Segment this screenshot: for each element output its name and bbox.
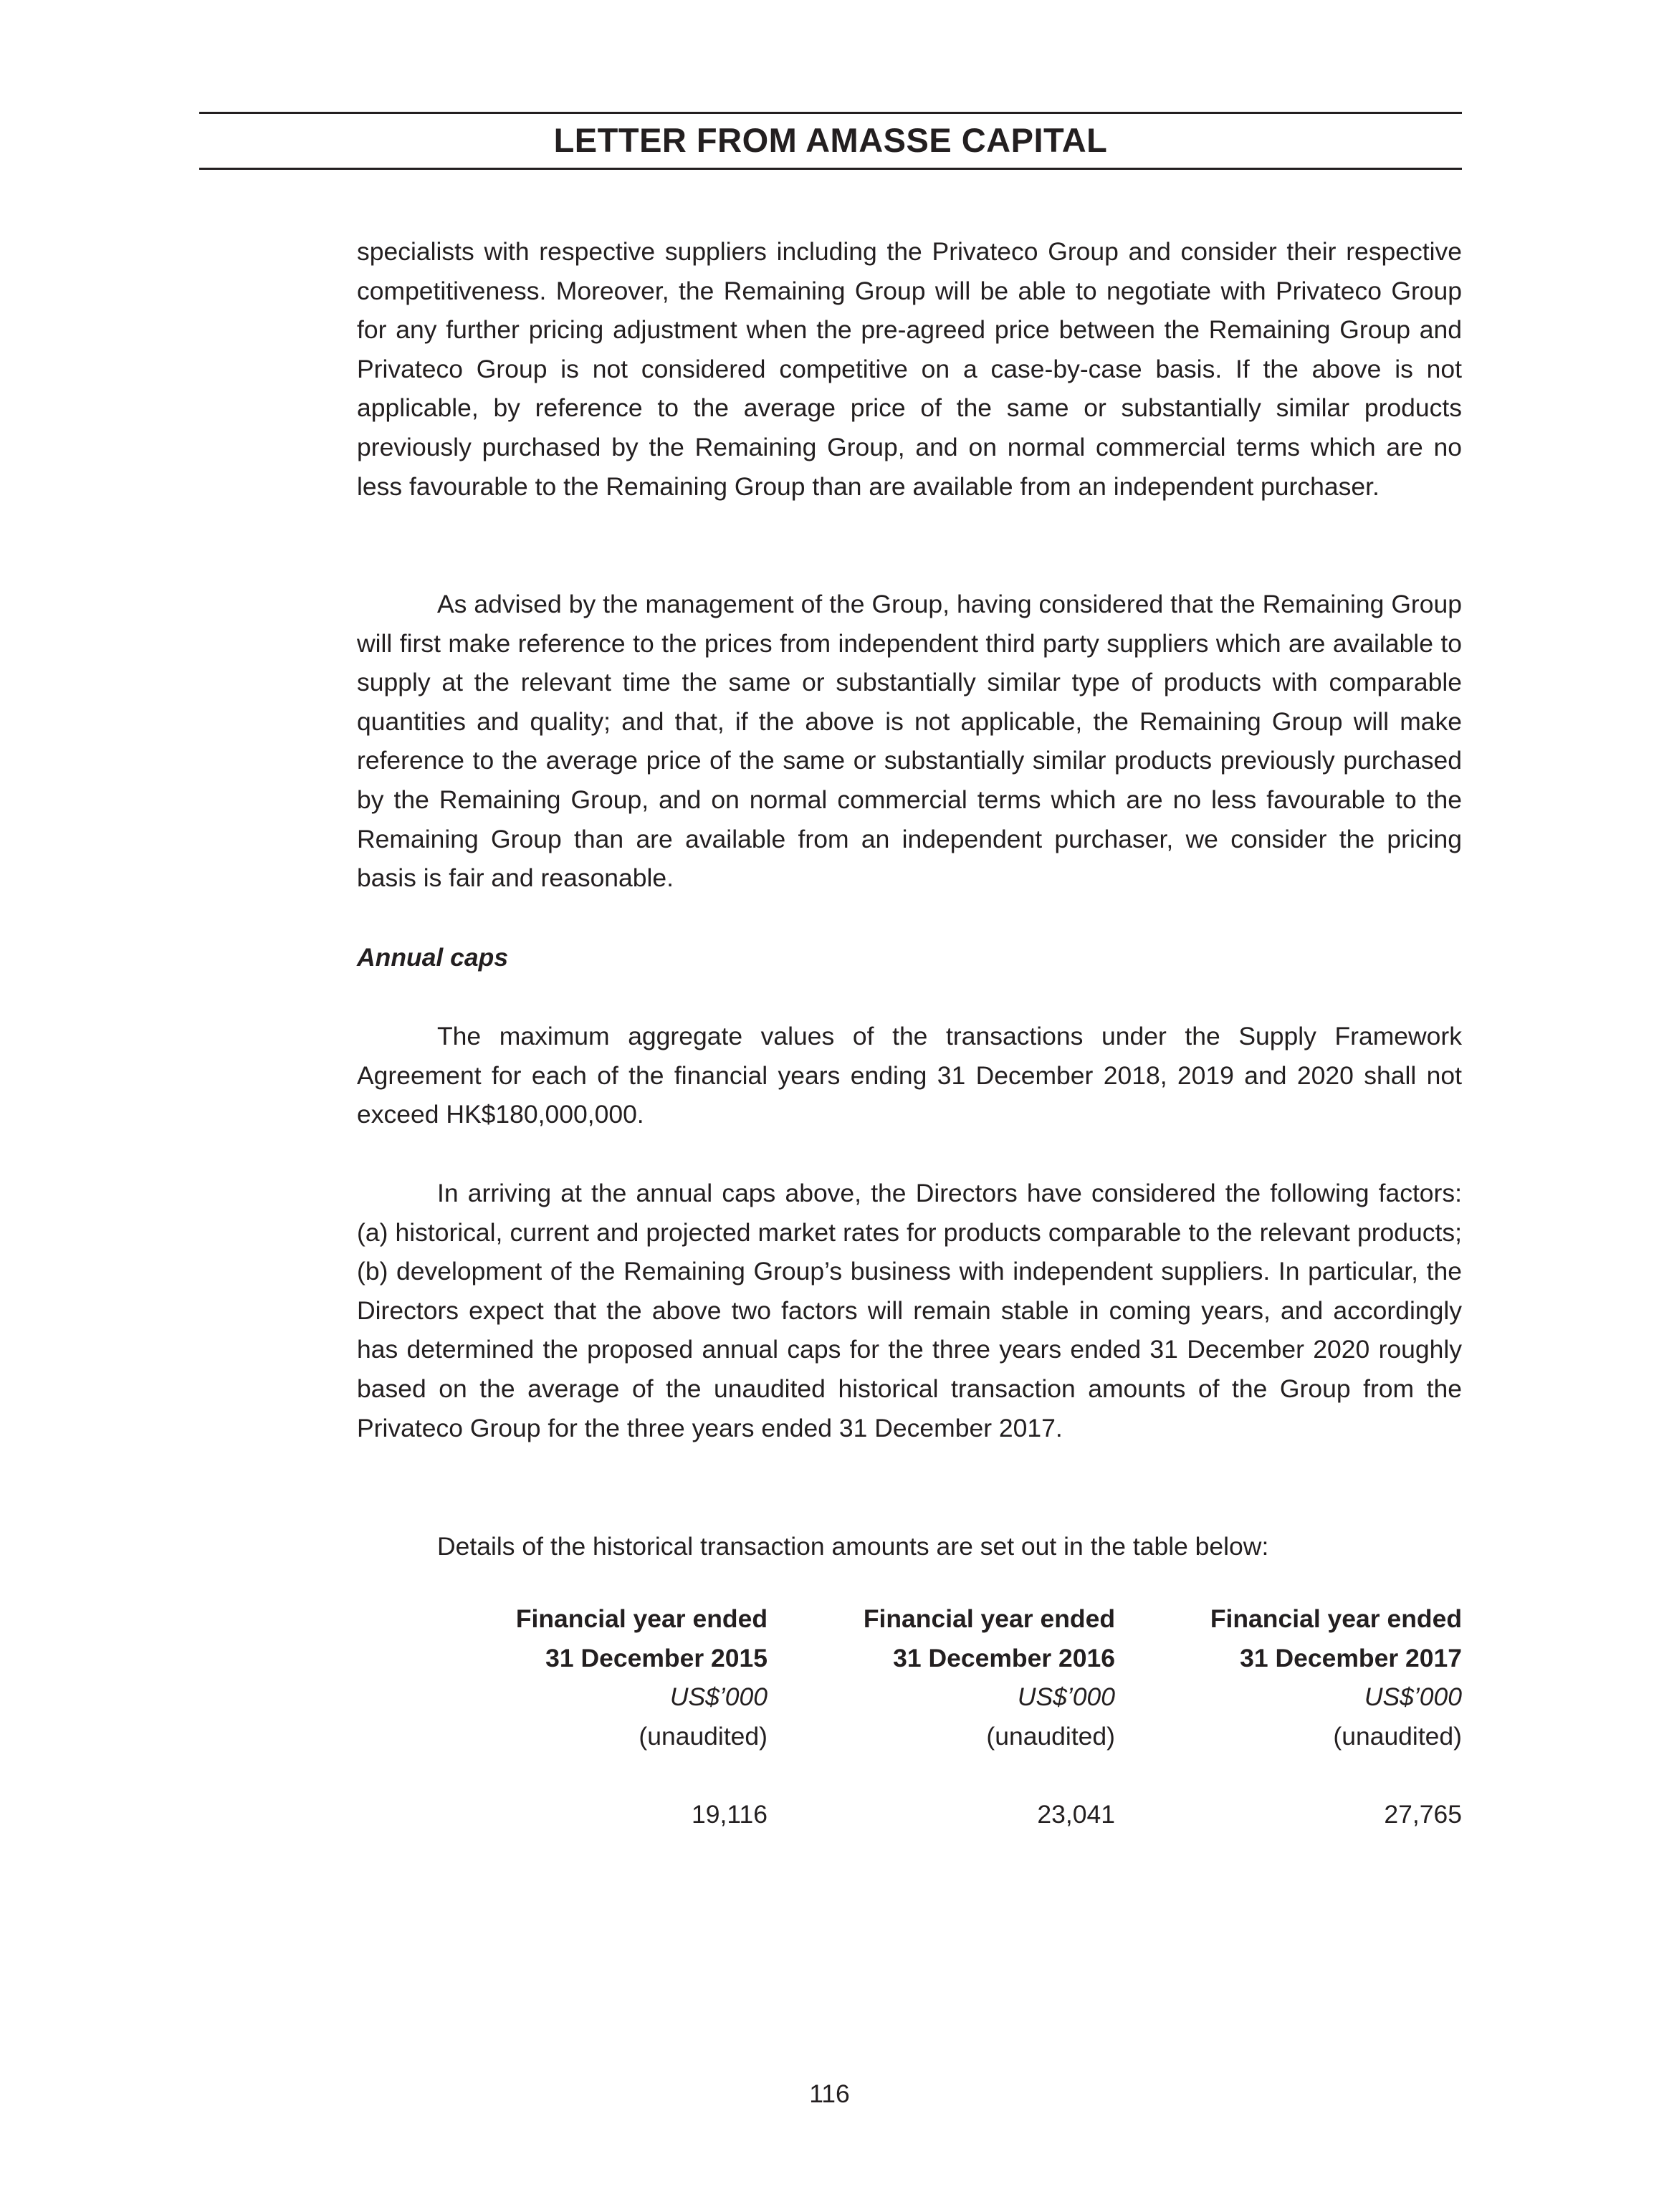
column-header-line2: 31 December 2017 (1240, 1643, 1462, 1672)
column-unit: US$’000 (1017, 1682, 1115, 1712)
column-note: (unaudited) (639, 1721, 768, 1751)
column-note: (unaudited) (986, 1721, 1115, 1751)
page-title: LETTER FROM AMASSE CAPITAL (553, 121, 1108, 159)
paragraph-management-advice: As advised by the management of the Group, having considered that the Remaining Group will first make reference to the prices from independent third party suppliers which are available to supply at the relevant time the same or substantially similar type of products with comparable quantities and quality; and that, if the above is not applicable, the Remaining Group will make reference to the average price of the same or substantially similar products previously purchased by the Remaining Group, and on normal commercial terms which are no less favourable to the Remaining Group than are available from an independent purchaser, we consider the pricing basis is fair and reasonable. (357, 590, 1462, 893)
paragraph-maximum-values: The maximum aggregate values of the transactions under the Supply Framework Agreement for each of the financial years ending 31 December 2018, 2019 and 2020 shall not exceed HK$180,000,000. (357, 1022, 1462, 1129)
column-header-line1: Financial year ended (515, 1604, 768, 1633)
column-value: 27,765 (1384, 1799, 1462, 1829)
column-header-line2: 31 December 2016 (893, 1643, 1115, 1672)
column-header-line2: 31 December 2015 (545, 1643, 768, 1672)
column-header-line1: Financial year ended (1210, 1604, 1462, 1633)
header-bottom-rule (199, 168, 1462, 170)
column-header-line1: Financial year ended (863, 1604, 1115, 1633)
column-value: 23,041 (1037, 1799, 1115, 1829)
page-number: 116 (809, 2079, 850, 2108)
paragraph-annual-caps-factors: In arriving at the annual caps above, the Directors have considered the following factors: (a) historical, current and projected market rates for products comparable to the relevant products; (b) development of the Remaining Group’s business with independent suppliers. In particular, the Directors expect that the above two factors will remain stable in coming years, and accordingly has determined the proposed annual caps for the three years ended 31 December 2020 roughly based on the average of the unaudited historical transaction amounts of the Group from the Privateco Group for the three years ended 31 December 2017. (357, 1179, 1462, 1442)
paragraph-table-intro: Details of the historical transaction amounts are set out in the table below: (437, 1532, 1269, 1561)
column-value: 19,116 (692, 1799, 768, 1829)
column-unit: US$’000 (1364, 1682, 1462, 1712)
table-column-2016 (864, 1599, 1115, 1834)
header-top-rule (199, 112, 1462, 114)
subheading-annual-caps: Annual caps (357, 943, 509, 972)
column-note: (unaudited) (1333, 1721, 1462, 1751)
table-column-2017 (1210, 1599, 1462, 1834)
column-unit: US$’000 (669, 1682, 768, 1712)
paragraph-pricing-continued: specialists with respective suppliers including the Privateco Group and consider their respective competitiveness. Moreover, the Remaining Group will be able to negotiate with Privateco Group for any further pricing adjustment when the pre-agreed price between the Remaining Group and Privateco Group is not considered competitive on a case-by-case basis. If the above is not applicable, by reference to the average price of the same or substantially similar products previously purchased by the Remaining Group, and on normal commercial terms which are no less favourable to the Remaining Group than are available from an independent purchaser. (357, 237, 1462, 501)
table-column-2015 (516, 1599, 768, 1834)
